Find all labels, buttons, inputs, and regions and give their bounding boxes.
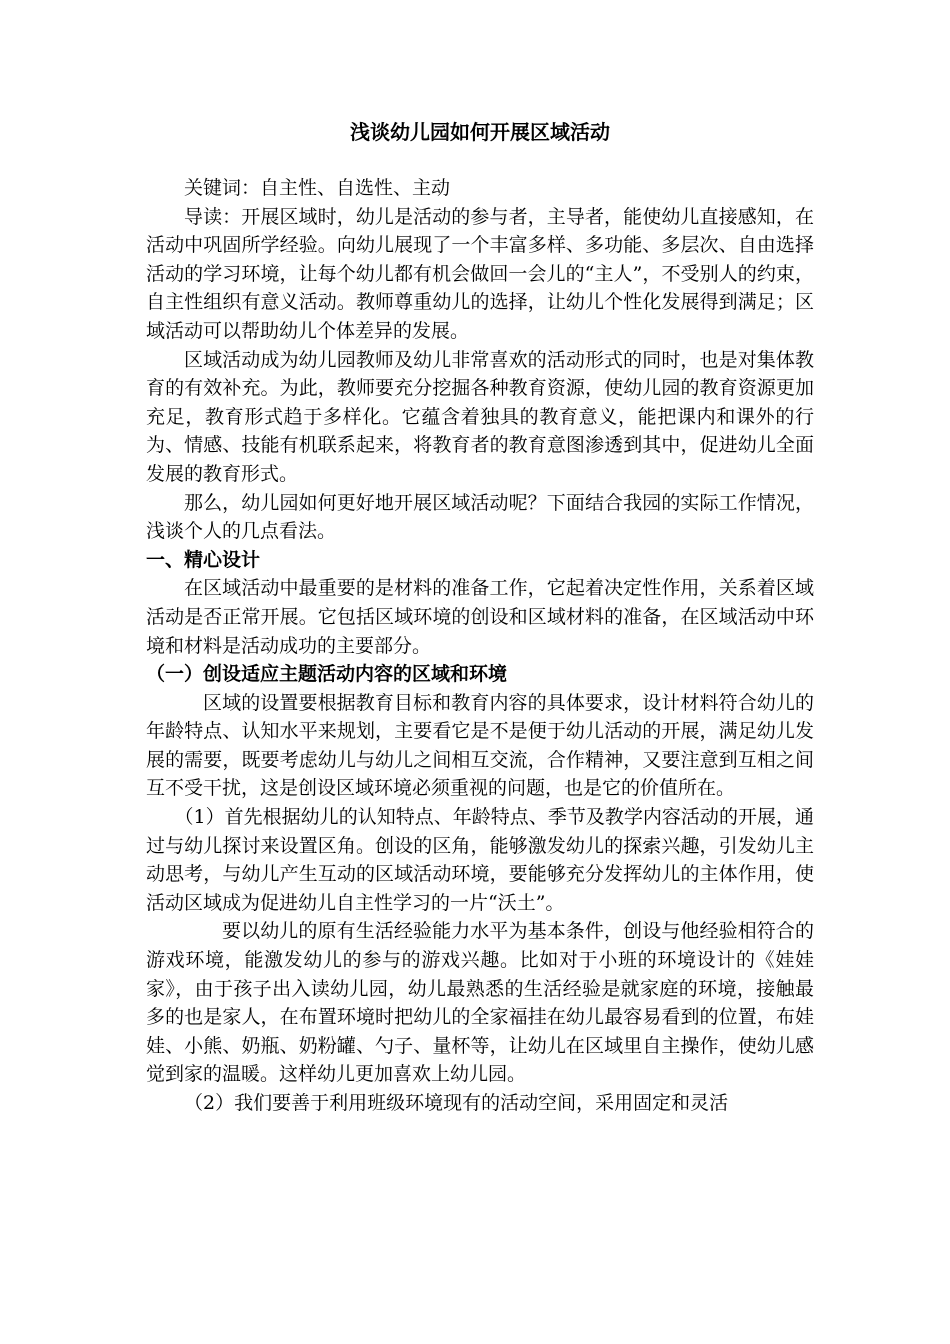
body-paragraph: （1）首先根据幼儿的认知特点、年龄特点、季节及教学内容活动的开展，通过与幼儿探讨来设置区角。创设的区角，能够激发幼儿的探索兴趣，引发幼儿主动思考，与幼儿产生互动的区域活动环境，要能够充分发挥幼儿的主体作用，使活动区域成为促进幼儿自主性学习的一片“沃土”。: [146, 806, 814, 914]
keywords-line: 关键词：自主性、自选性、主动: [184, 177, 451, 199]
body-paragraph: 要以幼儿的原有生活经验能力水平为基本条件，创设与他经验相符合的游戏环境，能激发幼儿的参与的游戏兴趣。比如对于小班的环境设计的《娃娃家》，由于孩子出入读幼儿园，幼儿最熟悉的生活经验是就家庭的环境，接触最多的也是家人，在布置环境时把幼儿的全家福挂在幼儿最容易看到的位置，布娃娃、小熊、奶瓶、奶粉罐、勺子、量杯等，让幼儿在区域里自主操作，使幼儿感觉到家的温暖。这样幼儿更加喜欢上幼儿园。: [146, 920, 814, 1086]
document-title: 浅谈幼儿园如何开展区域活动: [350, 120, 610, 144]
document-page: [146, 118, 814, 1118]
body-paragraph: （2）我们要善于利用班级环境现有的活动空间，采用固定和灵活: [184, 1092, 729, 1114]
body-paragraph: 那么，幼儿园如何更好地开展区域活动呢？下面结合我园的实际工作情况，浅谈个人的几点看法。: [146, 491, 814, 543]
subsection-heading: （一）创设适应主题活动内容的区域和环境: [146, 663, 508, 686]
body-paragraph: 区域的设置要根据教育目标和教育内容的具体要求，设计材料符合幼儿的年龄特点、认知水平来规划，主要看它是不是便于幼儿活动的开展，满足幼儿发展的需要，既要考虑幼儿与幼儿之间相互交流，合作精神，又要注意到互相之间互不受干扰，这是创设区域环境必须重视的问题，也是它的价值所在。: [146, 691, 814, 800]
intro-paragraph: 导读：开展区域时，幼儿是活动的参与者，主导者，能使幼儿直接感知，在活动中巩固所学经验。向幼儿展现了一个丰富多样、多功能、多层次、自由选择活动的学习环境，让每个幼儿都有机会做回一会儿的“主人”，不受别人的约束，自主性组织有意义活动。教师尊重幼儿的选择，让幼儿个性化发展得到满足；区域活动可以帮助幼儿个体差异的发展。: [146, 205, 814, 342]
body-paragraph: 在区域活动中最重要的是材料的准备工作，它起着决定性作用，关系着区域活动是否正常开展。它包括区域环境的创设和区域材料的准备，在区域活动中环境和材料是活动成功的主要部分。: [146, 577, 814, 657]
body-paragraph: 区域活动成为幼儿园教师及幼儿非常喜欢的活动形式的同时，也是对集体教育的有效补充。为此，教师要充分挖掘各种教育资源，使幼儿园的教育资源更加充足，教育形式趋于多样化。它蕴含着独具的教育意义，能把课内和课外的行为、情感、技能有机联系起来，将教育者的教育意图渗透到其中，促进幼儿全面发展的教育形式。: [146, 348, 814, 485]
section-heading: 一、精心设计: [146, 548, 261, 571]
